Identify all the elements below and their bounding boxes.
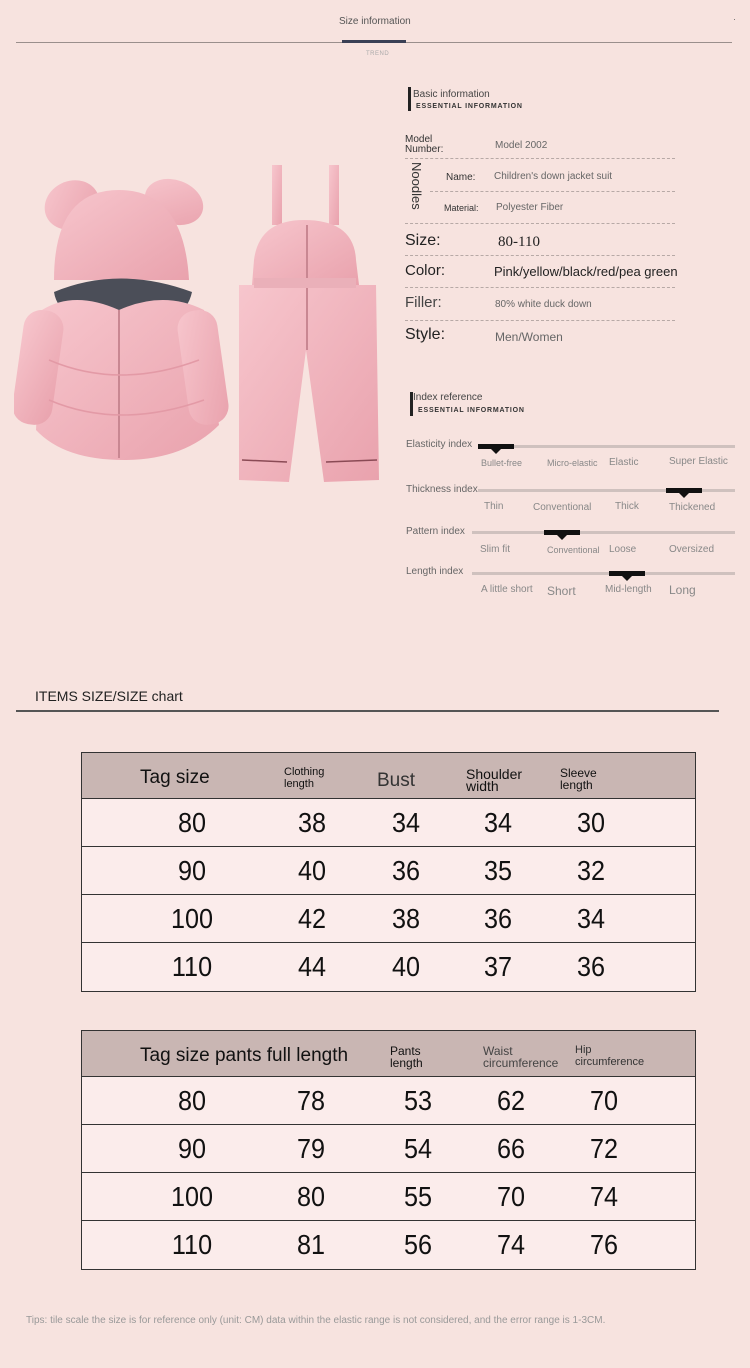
pants-size-table [81, 1030, 696, 1270]
pattern-index-label: Pattern index [406, 526, 465, 537]
table-cell: 34 [391, 806, 421, 838]
table-cell: 74 [589, 1180, 619, 1212]
column-header: Sleeve length [560, 766, 597, 792]
table-cell: 100 [170, 902, 214, 934]
length-pointer [622, 576, 632, 581]
table-header-row [82, 1031, 695, 1077]
corner-mark: · [733, 14, 736, 24]
header-accent-bar [342, 40, 406, 43]
table-cell: 40 [391, 951, 421, 982]
table-cell: 74 [496, 1229, 526, 1260]
index-ref-subtitle: ESSENTIAL INFORMATION [418, 407, 525, 414]
thickness-index-label: Thickness index [406, 484, 478, 495]
table-cell: 35 [483, 854, 513, 886]
table-cell: 34 [483, 806, 513, 838]
color-value: Pink/yellow/black/red/pea green [494, 264, 678, 279]
column-header: Clothing length [284, 766, 325, 790]
table-cell: 90 [177, 1132, 207, 1164]
table-cell: 42 [297, 902, 327, 934]
divider [430, 191, 675, 192]
color-label: Color: [405, 262, 446, 279]
table-cell: 79 [296, 1132, 326, 1164]
table-cell: 36 [576, 951, 606, 982]
table-header-row [82, 753, 695, 799]
size-chart-divider [16, 710, 719, 712]
table-cell: 54 [403, 1132, 433, 1164]
table-cell: 44 [297, 951, 327, 982]
table-cell: 38 [391, 902, 421, 934]
elasticity-option: Elastic [609, 457, 639, 468]
elasticity-scale [478, 445, 735, 448]
model-label: Model Number: [405, 134, 444, 155]
pattern-option: Oversized [669, 544, 715, 555]
table-row [82, 1221, 695, 1269]
table-cell: 34 [576, 902, 606, 934]
filler-label: Filler: [405, 294, 442, 311]
filler-value: 80% white duck down [495, 299, 592, 310]
elasticity-option: Micro-elastic [547, 458, 598, 468]
table-cell: 90 [177, 854, 207, 886]
table-row [82, 895, 695, 943]
table-cell: 37 [483, 951, 513, 982]
thickness-option: Thin [484, 501, 504, 512]
length-scale [472, 572, 735, 575]
length-index-label: Length index [406, 566, 464, 577]
basic-info-bar [408, 87, 411, 111]
table-cell: 81 [296, 1229, 326, 1260]
divider [405, 255, 675, 256]
basic-info-title: Basic information [413, 89, 490, 100]
pattern-pointer [557, 535, 567, 540]
size-chart-title: ITEMS SIZE/SIZE chart [35, 688, 183, 704]
table-cell: 78 [296, 1084, 326, 1116]
pattern-option: Loose [609, 544, 637, 555]
table-cell: 100 [170, 1180, 214, 1212]
page-header-title: Size information [339, 16, 411, 27]
length-option: Long [669, 583, 696, 597]
elasticity-pointer [491, 449, 501, 454]
table-cell: 70 [589, 1084, 619, 1116]
thickness-option: Thickened [669, 502, 716, 513]
table-cell: 40 [297, 854, 327, 886]
table-cell: 38 [297, 806, 327, 838]
elasticity-option: Super Elastic [669, 456, 728, 467]
table-row [82, 847, 695, 895]
model-value: Model 2002 [495, 140, 548, 151]
divider [405, 223, 675, 224]
length-option: A little short [481, 584, 533, 595]
table-cell: 66 [496, 1132, 526, 1164]
jacket-image [14, 171, 231, 460]
column-header: Pants length [390, 1044, 423, 1070]
table-cell: 30 [576, 806, 606, 838]
material-label: Material: [444, 203, 479, 213]
thickness-option: Thick [615, 501, 639, 512]
elasticity-option: Bullet-free [481, 458, 523, 468]
jacket-size-table [81, 752, 696, 992]
table-cell: 110 [171, 951, 213, 982]
size-label: Size: [405, 232, 441, 249]
table-cell: 36 [483, 902, 513, 934]
thickness-pointer [679, 493, 689, 498]
divider [405, 287, 675, 288]
size-tips-note: Tips: tile scale the size is for reference only (unit: CM) data within the elastic range is not considered, and the error range is 1-3CM. [26, 1315, 606, 1326]
style-value: Men/Women [495, 330, 563, 344]
table-cell: 80 [177, 1084, 207, 1116]
table-cell: 76 [589, 1229, 619, 1260]
name-label: Name: [446, 172, 476, 183]
table-cell: 70 [496, 1180, 526, 1212]
thickness-option: Conventional [533, 502, 592, 513]
header-subtitle: TREND [366, 51, 390, 57]
table-cell: 56 [403, 1229, 433, 1260]
table-cell: 72 [589, 1132, 619, 1164]
elasticity-index-label: Elasticity index [406, 439, 473, 450]
pattern-option: Slim fit [480, 544, 510, 555]
column-header: Bust [377, 770, 416, 791]
divider [405, 158, 675, 159]
length-option: Short [547, 584, 576, 598]
column-header: Tag size [140, 767, 210, 788]
length-option: Mid-length [605, 584, 652, 595]
table-cell: 80 [296, 1180, 326, 1212]
table-cell: 53 [403, 1084, 433, 1116]
table-row [82, 1125, 695, 1173]
product-illustration [14, 160, 384, 495]
table-row [82, 799, 695, 847]
style-label: Style: [405, 326, 446, 343]
table-cell: 62 [496, 1084, 526, 1116]
table-row [82, 943, 695, 991]
table-row [82, 1173, 695, 1221]
size-value: 80-110 [498, 234, 540, 250]
table-cell: 80 [177, 806, 207, 838]
pattern-option: Conventional [547, 545, 600, 555]
material-value: Polyester Fiber [496, 202, 564, 213]
column-header: Waist circumference [483, 1044, 559, 1070]
pattern-scale [472, 531, 735, 534]
table-row [82, 1077, 695, 1125]
basic-info-subtitle: ESSENTIAL INFORMATION [416, 103, 523, 110]
index-ref-title: Index reference [413, 392, 483, 403]
overalls-image [239, 165, 379, 482]
group-label: Noodles [409, 162, 424, 210]
column-header: Tag size pants full length [140, 1045, 349, 1066]
divider [405, 320, 675, 321]
name-value: Children's down jacket suit [494, 171, 613, 182]
column-header: Shoulder width [466, 766, 523, 794]
column-header: Hip circumference [575, 1044, 645, 1068]
table-cell: 32 [576, 854, 606, 886]
table-cell: 55 [403, 1180, 433, 1212]
table-cell: 36 [391, 854, 421, 886]
table-cell: 110 [171, 1229, 213, 1260]
